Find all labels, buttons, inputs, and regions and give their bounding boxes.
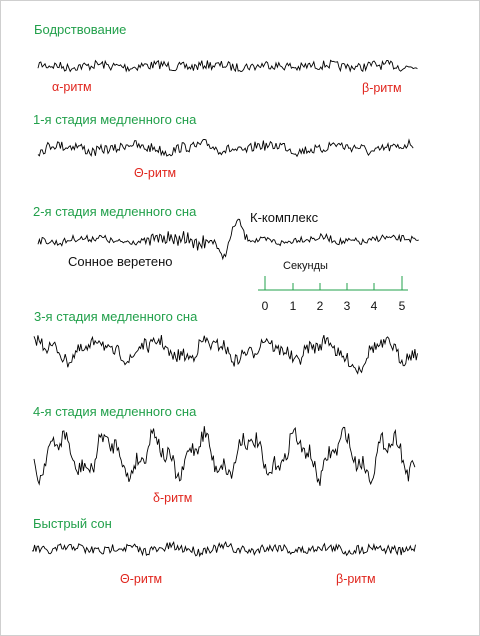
time-tick-label: 1 [289, 299, 297, 313]
label-alpha-rhythm: α-ритм [52, 80, 92, 94]
time-tick-label: 0 [261, 299, 269, 313]
time-scale-axis [258, 258, 418, 298]
eeg-trace-n3 [34, 335, 418, 373]
stage-title-rem: Быстрый сон [33, 516, 112, 531]
time-tick-label: 2 [316, 299, 324, 313]
time-tick-label: 4 [370, 299, 378, 313]
label-beta-rhythm-rem: β-ритм [336, 572, 376, 586]
eeg-trace-n4 [34, 426, 415, 486]
time-scale-title: Секунды [283, 260, 328, 272]
stage-title-n1: 1-я стадия медленного сна [33, 112, 197, 127]
stage-title-wake: Бодрствование [34, 22, 127, 37]
time-tick-label: 5 [398, 299, 406, 313]
label-beta-rhythm-wake: β-ритм [362, 81, 402, 95]
label-sleep-spindle: Сонное веретено [68, 254, 173, 269]
stage-title-n3: 3-я стадия медленного сна [34, 309, 198, 324]
eeg-trace-wake [38, 60, 417, 71]
label-theta-rhythm-rem: Θ-ритм [120, 572, 163, 586]
stage-title-n4: 4-я стадия медленного сна [33, 404, 197, 419]
stage-title-n2: 2-я стадия медленного сна [33, 204, 197, 219]
label-k-complex: К-комплекс [250, 210, 319, 225]
label-theta-rhythm-n1: Θ-ритм [134, 166, 177, 180]
eeg-trace-rem [32, 542, 416, 556]
label-delta-rhythm: δ-ритм [153, 491, 193, 505]
eeg-trace-n2 [38, 219, 419, 259]
time-scale [258, 258, 418, 318]
time-tick-label: 3 [343, 299, 351, 313]
eeg-trace-n1 [38, 139, 413, 156]
